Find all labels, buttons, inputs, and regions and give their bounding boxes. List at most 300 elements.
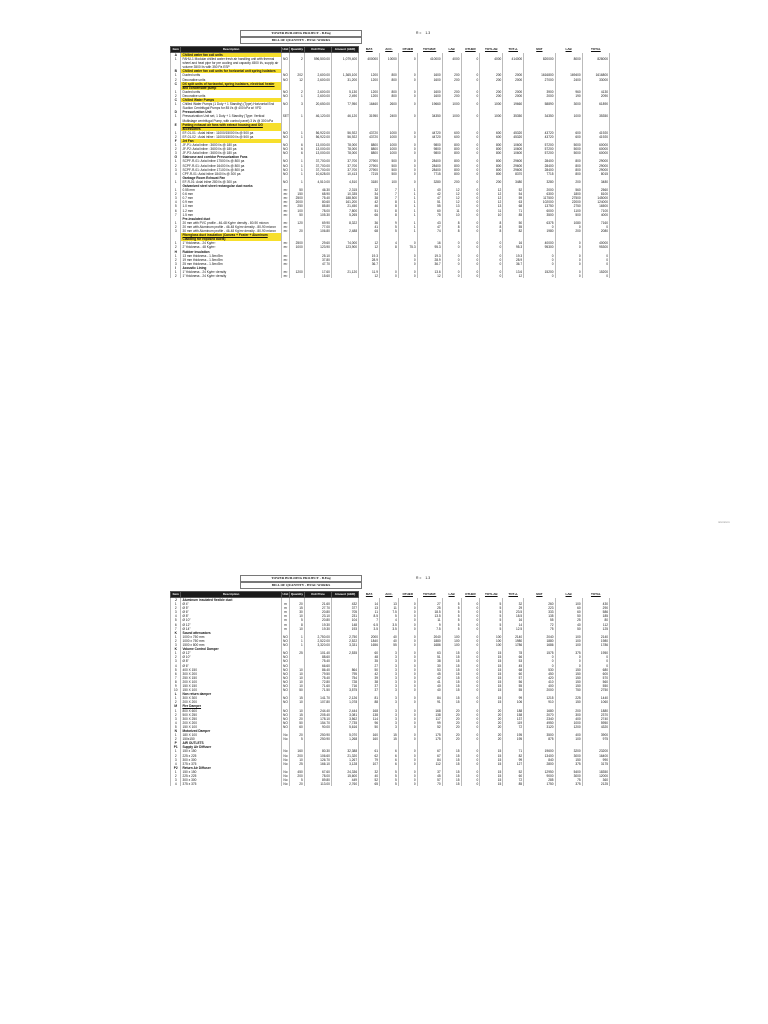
value-cell: 60000 <box>582 151 609 155</box>
value-cell <box>582 82 609 90</box>
value-cell: 1,079,400 <box>331 57 358 69</box>
value-cell: 0 <box>461 635 480 639</box>
item-cell: 1 <box>171 254 181 258</box>
value-cell: 705 <box>331 610 358 614</box>
description-cell: 25 mm thickness - 1.5m²/8m <box>181 262 281 266</box>
value-cell: 530 <box>524 668 555 672</box>
value-cell: 42 <box>417 192 442 196</box>
value-cell: 200 <box>442 180 461 184</box>
value-cell: 160 <box>359 737 380 741</box>
value-cell: 1680 <box>524 709 555 713</box>
value-cell: 28400 <box>524 164 555 168</box>
value-cell: 200 <box>555 229 582 233</box>
description-cell: 20 mm with PVC profile - 46-48 Kg/m³ density - 80-90 micron <box>181 221 281 225</box>
value-cell <box>480 233 503 241</box>
value-cell: 0 <box>398 602 417 606</box>
value-cell: 0 <box>398 610 417 614</box>
value-cell <box>417 82 442 90</box>
value-cell <box>524 233 555 241</box>
description-cell: 0.9 mm <box>181 200 281 204</box>
value-cell: 2000 <box>503 78 524 82</box>
item-cell: G <box>171 155 181 159</box>
value-cell: 20 <box>480 717 503 721</box>
item-cell: P1 <box>171 745 181 749</box>
value-cell: 9800 <box>417 147 442 151</box>
value-cell: 15 <box>442 758 461 762</box>
value-cell: 30 <box>290 610 305 614</box>
value-cell: 2000 <box>524 94 555 98</box>
value-cell: NO <box>283 93 288 98</box>
value-cell: 5 <box>480 614 503 618</box>
value-cell: 2750 <box>555 204 582 208</box>
value-cell: 3 <box>379 680 398 684</box>
value-cell <box>359 82 380 90</box>
value-cell: 0 <box>524 258 555 262</box>
value-cell: 107 <box>359 762 380 766</box>
value-cell: 99 <box>417 721 442 725</box>
value-cell: 53 <box>417 668 442 672</box>
value-cell: 0 <box>461 151 480 155</box>
value-cell: m <box>281 627 289 631</box>
project-title: TOWER BUILDING PROJECT - B.Eng <box>240 575 362 582</box>
value-cell: 1 <box>398 192 417 196</box>
description-cell: 200 X 200 <box>181 700 281 704</box>
value-cell: 500 <box>379 168 398 172</box>
value-cell: 10 <box>290 668 305 672</box>
value-cell: 13 <box>379 602 398 606</box>
value-cell: 15 <box>442 774 461 778</box>
value-cell: 32 <box>359 770 380 774</box>
value-cell: 18350 <box>582 770 609 774</box>
value-cell: 0 <box>379 270 398 274</box>
value-cell: 6375 <box>524 221 555 225</box>
item-cell: 3 <box>171 778 181 782</box>
item-cell: 3 <box>171 717 181 721</box>
value-cell: 600 <box>480 135 503 139</box>
value-cell: 15 <box>480 684 503 688</box>
value-cell: 0 <box>398 774 417 778</box>
value-cell: 117500 <box>524 196 555 200</box>
value-cell: 0 <box>461 114 480 122</box>
value-cell: 57 <box>503 676 524 680</box>
value-cell: 35350 <box>582 114 609 122</box>
value-cell <box>331 233 358 241</box>
description-cell: Chilled Water Pumps <box>181 98 281 102</box>
value-cell: 29600 <box>503 159 524 163</box>
value-cell: 0 <box>582 225 609 229</box>
value-cell: 1 <box>290 159 305 163</box>
value-cell: 52 <box>503 770 524 774</box>
value-cell: 190 <box>555 94 582 98</box>
value-cell: 15 <box>480 778 503 782</box>
value-cell: 123.90 <box>304 245 331 249</box>
value-cell: 20,650.00 <box>304 102 331 110</box>
value-cell: 0 <box>480 262 503 266</box>
value-cell: 200 <box>442 94 461 98</box>
value-cell: 0 <box>398 270 417 274</box>
value-cell: 596,500.00 <box>304 57 331 69</box>
value-cell: 200 <box>555 180 582 184</box>
value-cell: 0 <box>379 274 398 278</box>
value-cell: 0 <box>524 225 555 229</box>
rate-label: R = <box>416 576 422 580</box>
value-cell: 75.3 <box>398 245 417 249</box>
value-cell: 68.90 <box>304 192 331 196</box>
value-cell: 1950 <box>582 651 609 655</box>
value-cell: 410000 <box>417 57 442 69</box>
value-cell: 7715 <box>417 172 442 176</box>
value-cell: 57200 <box>524 151 555 155</box>
value-cell: 36 <box>359 221 380 225</box>
value-cell: 56,922 <box>331 135 358 139</box>
item-cell: 1 <box>171 733 181 737</box>
value-cell: 0 <box>461 180 480 184</box>
value-cell: 205.40 <box>304 713 331 717</box>
description-cell: 225 x 225 <box>181 774 281 778</box>
value-cell: 960 <box>555 90 582 94</box>
value-cell: 68 <box>503 204 524 208</box>
value-cell: 430 <box>582 602 609 606</box>
value-cell: 0 <box>398 778 417 782</box>
value-cell: 10 <box>290 684 305 688</box>
value-cell: 0 <box>398 258 417 262</box>
value-cell: 0 <box>461 713 480 717</box>
value-cell: 0 <box>461 770 480 774</box>
value-cell: 500 <box>379 172 398 176</box>
value-cell: 0 <box>398 254 417 258</box>
value-cell: 0 <box>461 696 480 700</box>
value-cell: 2,750.00 <box>304 635 331 639</box>
value-cell <box>290 274 305 278</box>
value-cell: 28400 <box>417 164 442 168</box>
value-cell: 840 <box>524 758 555 762</box>
value-cell: 8 <box>379 245 398 249</box>
value-cell: 800 <box>379 73 398 77</box>
value-cell: 285 <box>524 778 555 782</box>
value-cell: 15 <box>480 655 503 659</box>
value-cell: 32,388 <box>331 749 358 753</box>
value-cell: 50 <box>503 221 524 225</box>
value-cell: m <box>281 610 289 614</box>
value-cell: 5,265 <box>331 213 358 217</box>
value-cell: 0 <box>461 606 480 610</box>
value-cell: 62 <box>359 754 380 758</box>
value-cell: 150 <box>555 684 582 688</box>
value-cell: m² <box>281 225 289 229</box>
value-cell: 2070 <box>524 713 555 717</box>
description-cell: Ø 4" <box>181 602 281 606</box>
value-cell: 0 <box>461 688 480 692</box>
value-cell: 0 <box>398 709 417 713</box>
value-cell: 0 <box>398 151 417 155</box>
description-cell: JF-P3: Axial inline : 3600 l/s @ 180 pa <box>181 151 281 155</box>
description-cell: 1" thickness - 24 Kg/m³ density <box>181 274 281 278</box>
value-cell: 11 <box>379 606 398 610</box>
value-cell <box>281 233 289 241</box>
value-cell: 27900 <box>359 159 380 163</box>
value-cell: 250.90 <box>304 733 331 737</box>
value-cell: 69.90 <box>304 221 331 225</box>
value-cell: 5 <box>480 627 503 631</box>
value-cell: 11 <box>480 209 503 213</box>
value-cell: 34350 <box>417 114 442 122</box>
value-cell: 800 <box>442 151 461 155</box>
value-cell: 19600 <box>524 749 555 753</box>
value-cell: 137 <box>503 717 524 721</box>
value-cell: NO <box>283 683 288 688</box>
value-cell: 3180 <box>359 180 380 184</box>
sheet-header <box>170 575 610 591</box>
value-cell: 0 <box>461 672 480 676</box>
value-cell: 50 <box>555 627 582 631</box>
value-cell: 75.40 <box>304 659 331 663</box>
value-cell: 5 <box>480 610 503 614</box>
value-cell <box>442 233 461 241</box>
value-cell: 1 <box>398 196 417 200</box>
value-cell: 12.5 <box>503 627 524 631</box>
value-cell: 410 <box>524 680 555 684</box>
value-cell: 10,335 <box>331 192 358 196</box>
value-cell: No <box>281 762 289 766</box>
description-cell: Ø 8" <box>181 614 281 618</box>
value-cell: 11 <box>417 618 442 622</box>
value-cell: 3 <box>379 672 398 676</box>
item-cell: 1 <box>171 270 181 274</box>
value-cell: 2370 <box>582 713 609 717</box>
value-cell: 50 <box>290 188 305 192</box>
value-cell: 6300 <box>524 192 555 196</box>
value-cell: No <box>281 778 289 782</box>
value-cell: 5000 <box>555 147 582 151</box>
item-cell: 3 <box>171 659 181 663</box>
value-cell: 3280 <box>417 180 442 184</box>
value-cell: 0 <box>398 770 417 774</box>
value-cell: 5 <box>442 614 461 618</box>
description-cell: Chilled Water Pumps (1 Duty + 1 Standby) (Type) Horizontal End Suction Centrifugal Pumps for 85 l/s @ 400 kPa w/ VFD <box>181 102 281 110</box>
value-cell: NO <box>283 700 288 705</box>
value-cell: 43720 <box>359 131 380 135</box>
value-cell: 0 <box>461 241 480 245</box>
value-cell: 0 <box>442 270 461 274</box>
value-cell: 61890 <box>582 102 609 110</box>
value-cell: 15 <box>480 680 503 684</box>
column-header: OTHER <box>398 592 417 598</box>
value-cell: 0 <box>582 655 609 659</box>
value-cell <box>524 123 555 131</box>
value-cell: 150 <box>555 668 582 672</box>
item-cell: 2 <box>171 245 181 249</box>
value-cell: 0 <box>461 245 480 249</box>
value-cell: NO <box>283 696 288 701</box>
value-cell: 1100 <box>555 209 582 213</box>
value-cell: 178.10 <box>304 717 331 721</box>
value-cell: m² <box>281 204 289 208</box>
item-cell: 2 <box>171 94 181 98</box>
value-cell: 0 <box>480 245 503 249</box>
value-cell: 1800 <box>555 192 582 196</box>
value-cell: 10 <box>290 676 305 680</box>
value-cell: 0 <box>461 717 480 721</box>
value-cell: 138 <box>417 713 442 717</box>
value-cell: 1 <box>398 200 417 204</box>
value-cell: 70 <box>417 782 442 786</box>
value-cell: 20 <box>442 713 461 717</box>
item-cell: 1 <box>171 114 181 122</box>
value-cell: 795 <box>331 672 358 676</box>
value-cell: 2,522 <box>331 639 358 643</box>
item-cell: 1 <box>171 131 181 135</box>
value-cell: 175 <box>417 733 442 737</box>
value-cell: 800 <box>555 159 582 163</box>
value-cell: 20 <box>290 717 305 721</box>
column-header: OTHER <box>461 47 480 53</box>
value-cell: 74 <box>417 229 442 233</box>
value-cell: 22000 <box>555 200 582 204</box>
value-cell: 8100 <box>582 192 609 196</box>
description-cell: Potting exhaust air fans with extract housing and OG accessories <box>181 123 281 131</box>
value-cell: 1 <box>398 209 417 213</box>
value-cell <box>290 82 305 90</box>
rate-value: 1.3 <box>425 576 431 580</box>
column-header: TOT+L <box>503 47 524 53</box>
value-cell: 66 <box>503 655 524 659</box>
description-cell: Rubber insulation <box>181 250 281 254</box>
column-header: Description <box>181 592 281 598</box>
value-cell: 0 <box>461 639 480 643</box>
value-cell: 63 <box>417 651 442 655</box>
value-cell: 0 <box>398 135 417 139</box>
description-cell: 13 mm thickness - 1.5m²/8m <box>181 254 281 258</box>
description-cell: Acoustic Lining <box>181 266 281 270</box>
value-cell: 1616800 <box>582 73 609 77</box>
value-cell: 1,078 <box>331 700 358 704</box>
value-cell: 106 <box>503 700 524 704</box>
description-cell: 19 mm thickness - 1.5m²/8m <box>181 258 281 262</box>
value-cell: 800 <box>480 159 503 163</box>
item-cell: 2 <box>171 135 181 139</box>
value-cell: 1000 <box>379 135 398 139</box>
value-cell: m <box>281 614 289 618</box>
value-cell: 1 <box>398 188 417 192</box>
value-cell: 820000 <box>524 57 555 69</box>
value-cell: 50 <box>555 614 582 618</box>
description-cell: 1" thickness - 24 Kg/m³ <box>181 241 281 245</box>
value-cell: 5000 <box>555 151 582 155</box>
value-cell: 0 <box>480 274 503 278</box>
value-cell: 3.5 <box>379 623 398 627</box>
value-cell: 0 <box>461 204 480 208</box>
value-cell: 120 <box>290 221 305 225</box>
description-cell: Ø 5" <box>181 606 281 610</box>
value-cell: 31950 <box>359 114 380 122</box>
value-cell: 20 <box>480 733 503 737</box>
value-cell: 161,200 <box>331 200 358 204</box>
value-cell: 1 <box>290 94 305 98</box>
value-cell: 85 <box>503 213 524 217</box>
value-cell: 10 <box>290 709 305 713</box>
value-cell: 18.5 <box>503 614 524 618</box>
value-cell: 42 <box>359 672 380 676</box>
value-cell: 800 <box>442 168 461 172</box>
value-cell: 750 <box>555 688 582 692</box>
value-cell: 37,700.00 <box>304 168 331 172</box>
value-cell: 36.7 <box>359 262 380 266</box>
value-cell: 15 <box>442 696 461 700</box>
value-cell <box>304 82 331 90</box>
value-cell: 0 <box>555 655 582 659</box>
value-cell: 0 <box>461 778 480 782</box>
value-cell: 0 <box>442 274 461 278</box>
value-cell: 28.9 <box>417 258 442 262</box>
value-cell: 27000 <box>524 78 555 82</box>
value-cell: 12 <box>359 274 380 278</box>
value-cell: 117 <box>417 717 442 721</box>
value-cell: 56,922 <box>331 131 358 135</box>
value-cell: 91 <box>417 700 442 704</box>
value-cell: 80.30 <box>304 749 331 753</box>
value-cell <box>555 123 582 131</box>
value-cell: NO <box>283 712 288 717</box>
value-cell: NO <box>283 659 288 664</box>
column-header: Unit <box>282 592 289 597</box>
value-cell: 800 <box>442 147 461 151</box>
value-cell: 0 <box>398 713 417 717</box>
value-cell: 0 <box>398 668 417 672</box>
item-cell: 2 <box>171 639 181 643</box>
column-header: Item <box>171 592 181 598</box>
item-cell: 2 <box>171 713 181 717</box>
value-cell: 72 <box>503 725 524 729</box>
value-cell: 0 <box>461 684 480 688</box>
value-cell: 6 <box>290 151 305 155</box>
value-cell: 20 <box>480 713 503 717</box>
value-cell: 27.70 <box>304 606 331 610</box>
item-cell: 1 <box>171 73 181 77</box>
value-cell: 35 <box>359 659 380 663</box>
value-cell: 50 <box>290 213 305 217</box>
value-cell: 0 <box>398 164 417 168</box>
value-cell: 19.3 <box>417 254 442 258</box>
value-cell: 188,500 <box>331 196 358 200</box>
value-cell: 52 <box>503 188 524 192</box>
value-cell: 14 <box>503 623 524 627</box>
value-cell: 15 <box>379 733 398 737</box>
value-cell: 43720 <box>524 135 555 139</box>
value-cell: 58890 <box>524 102 555 110</box>
column-header: ACC. <box>379 592 398 598</box>
item-cell: A <box>171 53 181 58</box>
value-cell: 5000 <box>555 143 582 147</box>
value-cell: 27900 <box>359 168 380 172</box>
description-cell: 150 X 100 <box>181 725 281 729</box>
value-cell: 78,000 <box>331 143 358 147</box>
value-cell: 1600 <box>417 94 442 98</box>
value-cell: 1786 <box>503 643 524 647</box>
value-cell: 5 <box>442 610 461 614</box>
item-cell: 2 <box>171 78 181 82</box>
item-cell: 6 <box>171 209 181 213</box>
value-cell: 0 <box>398 73 417 77</box>
value-cell: 40 <box>417 188 442 192</box>
value-cell: 0 <box>398 639 417 643</box>
value-cell: 1 <box>290 635 305 639</box>
value-cell: 82 <box>503 229 524 233</box>
value-cell: 3 <box>379 721 398 725</box>
description-cell: 300 X 200 <box>181 672 281 676</box>
value-cell: 3 <box>290 102 305 110</box>
value-cell: 34350 <box>524 114 555 122</box>
value-cell <box>442 123 461 131</box>
